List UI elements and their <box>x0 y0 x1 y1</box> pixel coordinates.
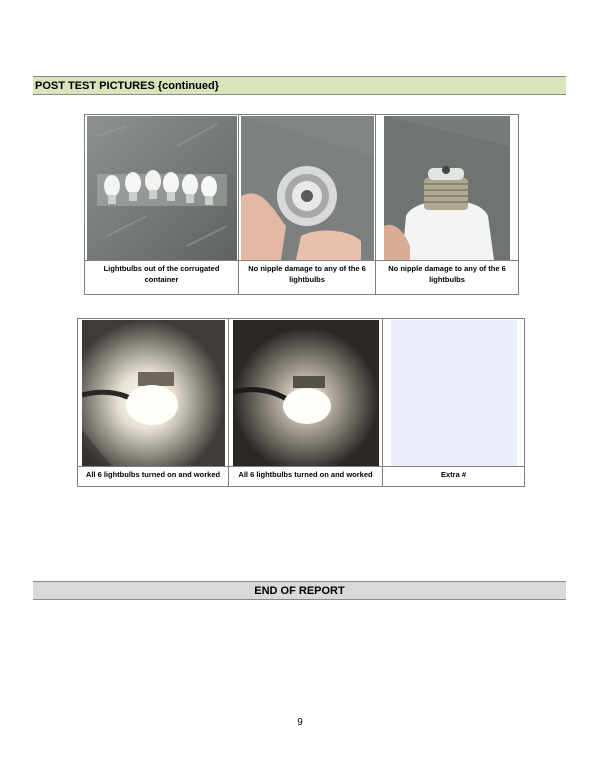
photo-cell <box>85 115 239 261</box>
page-number: 9 <box>297 717 303 728</box>
photo-caption: No nipple damage to any of the 6 lightbulbs <box>239 261 376 295</box>
photo-table-1 <box>84 114 519 295</box>
blank-placeholder <box>391 320 517 466</box>
end-of-report-header: END OF REPORT <box>33 581 566 600</box>
photo-cell <box>78 319 229 467</box>
photo-caption: All 6 lightbulbs turned on and worked <box>78 467 229 487</box>
photo-caption: No nipple damage to any of the 6 lightbulbs <box>376 261 519 295</box>
photo-caption: Lightbulbs out of the corrugated container <box>85 261 239 295</box>
bulb-base-top-view-photo <box>241 116 374 260</box>
photo-table-2 <box>77 318 525 487</box>
photo-caption: Extra # <box>383 467 525 487</box>
photo-cell <box>376 115 519 261</box>
photo-cell <box>239 115 376 261</box>
photo-cell <box>383 319 525 467</box>
section-header-post-test-pictures: POST TEST PICTURES {continued} <box>33 76 566 95</box>
photo-cell <box>229 319 383 467</box>
lit-bulb-photo <box>82 320 225 466</box>
photo-caption: All 6 lightbulbs turned on and worked <box>229 467 383 487</box>
six-lightbulbs-photo <box>87 116 237 260</box>
bulb-base-side-view-photo <box>384 116 510 260</box>
lit-bulb-photo <box>233 320 379 466</box>
